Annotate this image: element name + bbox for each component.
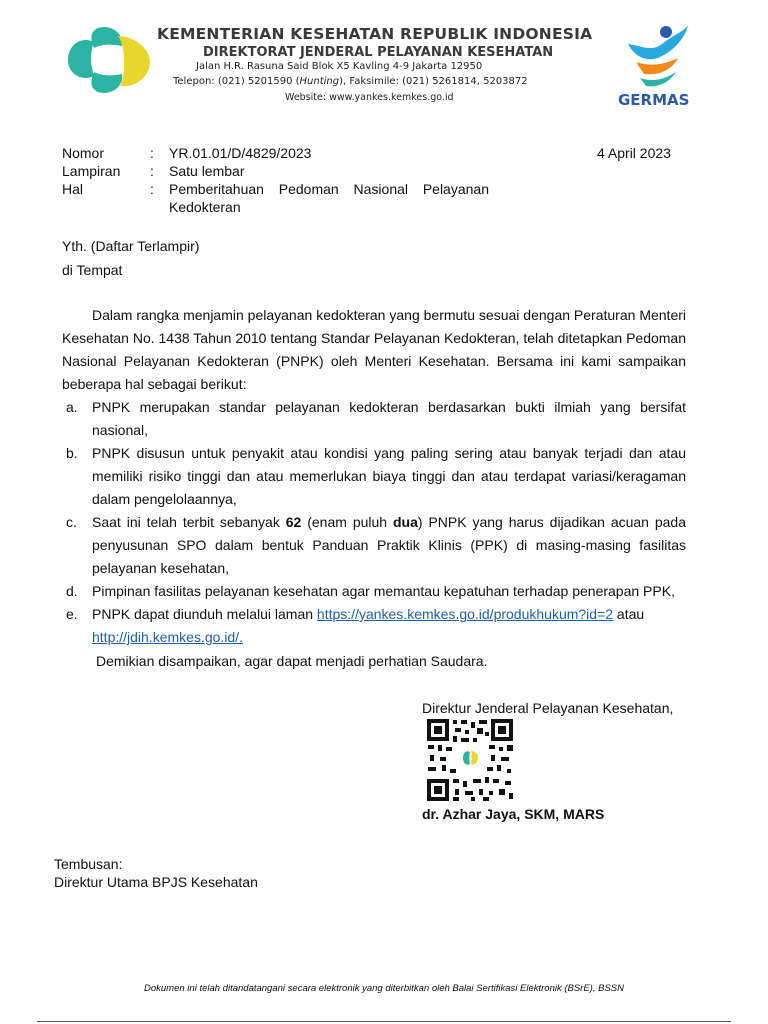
item-c-count-words: dua — [392, 514, 418, 530]
letterhead — [0, 0, 768, 128]
footer-divider — [37, 1021, 731, 1022]
qr-code-icon — [425, 717, 515, 803]
item-e-text — [92, 603, 686, 649]
yankes-link[interactable]: https://yankes.kemkes.go.id/produkhukum?id=2 — [316, 606, 614, 622]
phone-suffix: ), Faksimile: (021) 5261814, 5203872 — [339, 76, 528, 87]
item-c-text-after: ) PNPK yang harus dijadikan acuan pada penyusunan SPO dalam bentuk Panduan Praktik Klinis (PPK) di masing-masing fasilitas pelayanan kesehatan, — [92, 514, 687, 576]
jdih-link[interactable]: http://jdih.kemkes.go.id/. — [92, 629, 243, 645]
address: Jalan H.R. Rasuna Said Blok X5 Kavling 4-9 Jakarta 12950 — [196, 61, 483, 72]
phone-fax — [173, 76, 528, 87]
item-a-marker: a. — [66, 399, 78, 415]
kemenkes-logo-icon — [60, 22, 155, 97]
lampiran-colon: : — [150, 163, 154, 179]
tembusan-recipient: Direktur Utama BPJS Kesehatan — [54, 874, 258, 890]
tembusan-label: Tembusan: — [54, 856, 123, 872]
directorate-name: DIREKTORAT JENDERAL PELAYANAN KESEHATAN — [203, 45, 554, 60]
item-c-marker: c. — [66, 514, 77, 530]
nomor-label: Nomor — [62, 145, 105, 161]
germas-logo-icon — [622, 22, 692, 90]
item-d-text: Pimpinan fasilitas pelayanan kesehatan agar memantau kepatuhan terhadap penerapan PPK, — [92, 583, 675, 599]
item-c-text-before: Saat ini telah terbit sebanyak — [92, 514, 286, 530]
item-e-text-before: PNPK dapat diunduh melalui laman — [92, 606, 317, 622]
hal-colon: : — [150, 181, 154, 197]
item-a-text: PNPK merupakan standar pelayanan kedokteran berdasarkan bukti ilmiah yang bersifat nasional, — [92, 399, 686, 438]
nomor-colon: : — [150, 145, 154, 161]
intro-paragraph: Dalam rangka menjamin pelayanan kedokteran yang bermutu sesuai dengan Peraturan Menteri Kesehatan No. 1438 Tahun 2010 tentang Standar Pelayanan Kedokteran, telah ditetapkan Pedoman Nasional Pelayanan Kedokteran (PNPK) oleh Menteri Kesehatan. Bersama ini kami sampaikan beberapa hal sebagai berikut: — [62, 307, 686, 392]
phone-prefix: Telepon: (021) 5201590 ( — [173, 76, 300, 87]
item-c-count: 62 — [285, 514, 302, 530]
signatory-title: Direktur Jenderal Pelayanan Kesehatan, — [422, 700, 674, 716]
hal-label: Hal — [62, 181, 84, 197]
phone-hunting: Hunting — [299, 76, 340, 87]
nomor-value: YR.01.01/D/4829/2023 — [169, 145, 312, 161]
item-c-text-middle: (enam puluh — [301, 514, 393, 530]
item-e-text-middle: atau — [613, 606, 645, 622]
item-b-text: PNPK disusun untuk penyakit atau kondisi yang paling sering atau banyak terjadi dan atau memiliki risiko tinggi dan atau memerlukan biaya tinggi dan atau terdapat variasi/keragaman dalam pengelolaannya, — [92, 445, 686, 507]
closing-sentence: Demikian disampaikan, agar dapat menjadi perhatian Saudara. — [96, 653, 488, 669]
signatory-name: dr. Azhar Jaya, SKM, MARS — [422, 806, 605, 822]
hal-value-line1: Pemberitahuan Pedoman Nasional Pelayanan — [169, 181, 489, 197]
item-e-marker: e. — [66, 606, 78, 622]
e-signature-note: Dokumen ini telah ditandatangani secara elektronik yang diterbitkan oleh Balai Sertifikasi Elektronik (BSrE), BSSN — [144, 983, 624, 994]
item-d-marker: d. — [66, 583, 78, 599]
website: Website: www.yankes.kemkes.go.id — [285, 92, 454, 103]
recipient-line1: Yth. (Daftar Terlampir) — [62, 238, 200, 254]
item-c-text — [92, 511, 686, 580]
hal-value-line2: Kedokteran — [169, 199, 241, 215]
recipient-line2: di Tempat — [62, 262, 123, 278]
letter-date: 4 April 2023 — [597, 145, 671, 161]
ministry-name: KEMENTERIAN KESEHATAN REPUBLIK INDONESIA — [157, 25, 593, 43]
lampiran-value: Satu lembar — [169, 163, 245, 179]
lampiran-label: Lampiran — [62, 163, 121, 179]
germas-label: GERMAS — [618, 91, 690, 109]
item-b-marker: b. — [66, 445, 78, 461]
